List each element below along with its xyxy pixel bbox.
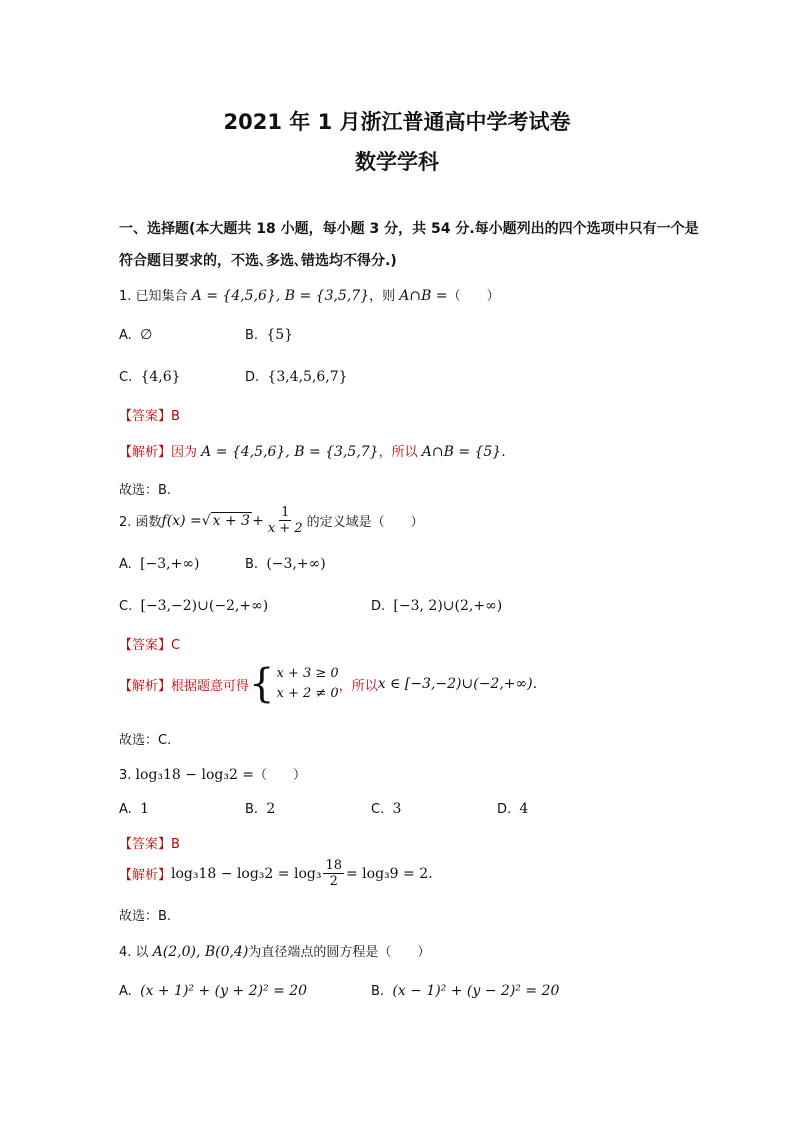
q2-option-c <box>119 598 268 614</box>
q1-paren: （ ） <box>447 289 500 304</box>
analysis-label: 【解析】 <box>119 678 172 694</box>
q4-option-b <box>371 983 559 999</box>
q2-option-b-label: B. <box>245 557 259 572</box>
q2-analysis-prefix: 根据题意可得 <box>171 678 250 694</box>
q1-option-c-value: {4,6} <box>140 369 181 385</box>
q3-option-b-value: 2 <box>266 801 276 817</box>
q3-analysis-part1: log₃18 − log₃2 = log₃ <box>171 865 322 882</box>
q1-prefix: 1. 已知集合 <box>119 289 192 304</box>
q2-choose <box>119 729 171 748</box>
question-4-stem <box>119 941 430 960</box>
q2-analysis-result: x ∈ [−3,−2)∪(−2,+∞) <box>377 676 533 692</box>
answer-label: 【答案】 <box>119 638 172 653</box>
q2-prefix: 2. 函数 <box>119 515 162 530</box>
q3-expression: log₃18 − log₃2 = <box>135 767 255 783</box>
q1-option-b-label: B. <box>245 328 259 343</box>
q2-option-d-label: D. <box>371 599 386 614</box>
q1-intersection: A∩B = <box>399 288 448 304</box>
q1-answer-value: B <box>171 409 180 424</box>
q2-analysis-end: . <box>532 676 538 692</box>
q1-analysis <box>119 441 506 460</box>
q3-option-d <box>497 801 528 817</box>
q1-option-d <box>245 369 348 385</box>
q2-answer-value: C <box>171 638 181 653</box>
q2-option-b <box>245 556 326 572</box>
q3-choose-value: B. <box>158 909 172 924</box>
q2-option-b-value: (−3,+∞) <box>266 556 326 572</box>
document-title: 2021 年 1 月浙江普通高中学考试卷 <box>223 110 571 134</box>
q2-func: f(x) = <box>161 512 202 529</box>
q2-option-a <box>119 556 199 572</box>
q2-answer <box>119 634 180 653</box>
choose-label: 故选： <box>119 733 159 748</box>
q1-option-d-label: D. <box>245 370 260 385</box>
q2-sqrt-inner: x + 3 <box>212 513 251 529</box>
q4-option-a-value: (x + 1)² + (y + 2)² = 20 <box>140 983 308 999</box>
q4-option-b-value: (x − 1)² + (y − 2)² = 20 <box>392 983 560 999</box>
choose-label: 故选： <box>119 483 159 498</box>
q3-option-d-label: D. <box>497 802 512 817</box>
q3-option-b <box>245 801 275 817</box>
section-header-line2: 符合题目要求的，不选､多选､错选均不得分.) <box>119 253 397 269</box>
q4-suffix: 为直径端点的圆方程是（ ） <box>248 945 431 960</box>
q2-option-d-value: [−3, 2)∪(2,+∞) <box>393 598 503 614</box>
q3-analysis-part2: = log₃9 = 2 <box>346 865 429 882</box>
q3-option-b-label: B. <box>245 802 259 817</box>
q3-option-a <box>119 801 149 817</box>
q3-answer-value: B <box>171 837 180 852</box>
answer-label: 【答案】 <box>119 837 172 852</box>
question-1-stem <box>119 285 500 304</box>
analysis-label: 【解析】 <box>119 445 172 460</box>
q1-analysis-mid: ，所以 <box>378 445 422 460</box>
q4-option-a <box>119 983 307 999</box>
q3-option-c-label: C. <box>371 802 385 817</box>
q1-analysis-sets: A = {4,5,6}, B = {3,5,7} <box>201 444 379 460</box>
q2-system <box>249 661 339 707</box>
q2-case-2: x + 2 ≠ 0 <box>276 686 339 701</box>
q4-option-b-label: B. <box>371 984 385 999</box>
q3-option-a-value: 1 <box>140 801 149 817</box>
document-subtitle: 数学学科 <box>355 150 439 174</box>
q1-option-b-value: {5} <box>266 327 294 343</box>
q1-mid: ，则 <box>369 289 400 304</box>
q1-option-a <box>119 327 152 343</box>
q1-sets: A = {4,5,6}, B = {3,5,7} <box>191 288 370 304</box>
left-brace-icon: { <box>249 661 275 707</box>
section-header-line1: 一、选择题(本大题共 18 小题，每小题 3 分，共 54 分.每小题列出的四个选项中只有一个是 <box>119 221 699 237</box>
q2-analysis <box>119 661 538 707</box>
q3-frac-den: 2 <box>329 874 338 889</box>
q2-option-a-value: [−3,+∞) <box>140 556 200 572</box>
q3-answer <box>119 833 180 852</box>
q1-choose <box>119 479 171 498</box>
sqrt-icon: √ <box>201 512 211 529</box>
q2-option-d <box>371 598 502 614</box>
q3-fraction <box>323 858 344 889</box>
q2-frac-num: 1 <box>281 505 290 520</box>
q1-analysis-result: A∩B = {5} <box>421 444 502 460</box>
q1-analysis-end: . <box>501 444 506 460</box>
q3-paren: （ ） <box>254 768 307 783</box>
q1-option-c <box>119 369 181 385</box>
q2-analysis-mid: ，所以 <box>338 678 378 694</box>
q1-option-a-value: ∅ <box>140 327 153 343</box>
q3-frac-num: 18 <box>325 858 342 873</box>
q3-analysis-end: . <box>428 865 433 882</box>
q1-option-b <box>245 327 293 343</box>
q2-frac-den: x + 2 <box>267 521 303 536</box>
q3-option-d-value: 4 <box>519 801 529 817</box>
q2-plus: + <box>252 512 264 529</box>
q1-option-a-label: A. <box>119 328 132 343</box>
q4-prefix: 4. 以 <box>119 945 153 960</box>
q3-option-c-value: 3 <box>392 801 402 817</box>
q2-option-c-value: [−3,−2)∪(−2,+∞) <box>140 598 269 614</box>
analysis-label: 【解析】 <box>119 868 172 883</box>
q1-analysis-prefix: 因为 <box>171 445 202 460</box>
q3-analysis <box>119 858 433 889</box>
q2-case-1: x + 3 ≥ 0 <box>276 666 339 681</box>
q1-option-c-label: C. <box>119 370 133 385</box>
q4-points: A(2,0), B(0,4) <box>152 944 249 960</box>
q3-option-a-label: A. <box>119 802 132 817</box>
q2-suffix: 的定义域是（ ） <box>306 515 424 530</box>
q1-answer <box>119 405 180 424</box>
q3-option-c <box>371 801 401 817</box>
choose-label: 故选： <box>119 909 159 924</box>
q1-choose-value: B. <box>158 483 172 498</box>
question-3-stem <box>119 764 306 783</box>
q2-fraction <box>266 505 305 536</box>
q1-option-d-value: {3,4,5,6,7} <box>267 369 348 385</box>
q2-option-a-label: A. <box>119 557 132 572</box>
answer-label: 【答案】 <box>119 409 172 424</box>
q2-option-c-label: C. <box>119 599 133 614</box>
question-2-stem <box>119 505 424 536</box>
q4-option-a-label: A. <box>119 984 132 999</box>
q2-choose-value: C. <box>158 733 172 748</box>
q3-prefix: 3. <box>119 768 136 783</box>
q3-choose <box>119 905 171 924</box>
